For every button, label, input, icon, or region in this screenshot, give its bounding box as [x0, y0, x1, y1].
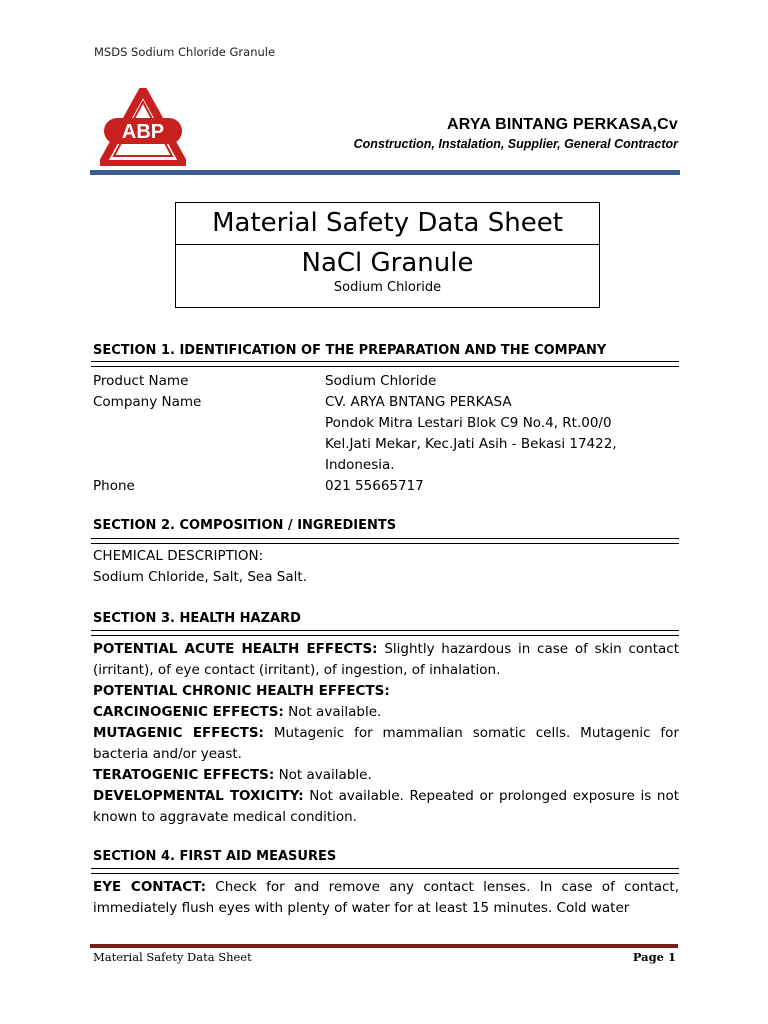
- first-aid-text: [93, 877, 679, 919]
- mutagenic-effects: [93, 723, 679, 765]
- section2-rule: [91, 538, 679, 544]
- section4-rule: [91, 868, 679, 874]
- developmental-toxicity: [93, 786, 679, 828]
- product-name-label: Product Name: [93, 373, 189, 389]
- phone-value: 021 55665717: [325, 478, 424, 494]
- section1-rule: [91, 361, 679, 367]
- health-hazard-text: [93, 639, 679, 828]
- phone-label: Phone: [93, 478, 135, 494]
- chemical-description-label: CHEMICAL DESCRIPTION:: [93, 548, 264, 564]
- acute-text: Slightly hazardous in case of skin contact (irritant), of eye contact (irritant), of ingestion, of inhalation.: [93, 641, 680, 678]
- company-block: [354, 116, 678, 151]
- section4-title: SECTION 4. FIRST AID MEASURES: [93, 849, 337, 864]
- company-name: ARYA BINTANG PERKASA,Cv: [447, 116, 678, 133]
- eye-contact: [93, 877, 679, 919]
- mutagenic-text: Mutagenic for mammalian somatic cells. Mutagenic for bacteria and/or yeast.: [93, 725, 679, 762]
- product-name-value: Sodium Chloride: [325, 373, 437, 389]
- carcinogenic-text: Not available.: [283, 704, 382, 720]
- product-subtitle: Sodium Chloride: [333, 280, 442, 295]
- page-number: Page 1: [632, 950, 676, 964]
- section2-title: SECTION 2. COMPOSITION / INGREDIENTS: [93, 518, 397, 533]
- company-line-2: Pondok Mitra Lestari Blok C9 No.4, Rt.00/0: [325, 415, 612, 431]
- developmental-label: DEVELOPMENTAL TOXICITY:: [93, 788, 304, 804]
- chronic-effects: [93, 681, 679, 702]
- carcinogenic-label: CARCINOGENIC EFFECTS:: [93, 704, 284, 720]
- product-title: NaCl Granule: [301, 248, 474, 278]
- teratogenic-effects: [93, 765, 679, 786]
- acute-label: POTENTIAL ACUTE HEALTH EFFECTS:: [93, 641, 378, 657]
- eye-text: Check for and remove any contact lenses. In case of contact, immediately flush eyes with plenty of water for at least 15 minutes. Cold water: [93, 879, 679, 916]
- footer-rule: [90, 944, 678, 948]
- developmental-text: Not available. Repeated or prolonged exposure is not known to aggravate medical condition.: [93, 788, 680, 825]
- footer-left: Material Safety Data Sheet: [93, 950, 252, 964]
- teratogenic-label: TERATOGENIC EFFECTS:: [93, 767, 275, 783]
- company-line-3: Kel.Jati Mekar, Kec.Jati Asih - Bekasi 17422,: [325, 436, 617, 452]
- section3-title: SECTION 3. HEALTH HAZARD: [93, 611, 301, 626]
- acute-effects: [93, 639, 679, 681]
- company-tagline: Construction, Instalation, Supplier, General Contractor: [353, 137, 678, 151]
- teratogenic-text: Not available.: [274, 767, 372, 783]
- company-line-4: Indonesia.: [325, 457, 395, 473]
- company-line-1: CV. ARYA BNTANG PERKASA: [325, 394, 512, 410]
- eye-label: EYE CONTACT:: [93, 879, 206, 895]
- mutagenic-label: MUTAGENIC EFFECTS:: [93, 725, 264, 741]
- chemical-description: [93, 546, 679, 588]
- chronic-label: POTENTIAL CHRONIC HEALTH EFFECTS:: [93, 683, 390, 699]
- company-logo: [100, 88, 186, 166]
- document-title: Material Safety Data Sheet: [176, 203, 599, 245]
- section3-rule: [91, 630, 679, 636]
- section1-title: SECTION 1. IDENTIFICATION OF THE PREPARATION AND THE COMPANY: [93, 343, 607, 358]
- title-box: [175, 202, 600, 308]
- company-name-label: Company Name: [93, 394, 202, 410]
- logo-lettering: ABP: [121, 121, 165, 143]
- header-rule: [90, 170, 680, 175]
- carcinogenic-effects: [93, 702, 679, 723]
- running-header: MSDS Sodium Chloride Granule: [94, 45, 276, 59]
- chemical-description-value: Sodium Chloride, Salt, Sea Salt.: [93, 569, 307, 585]
